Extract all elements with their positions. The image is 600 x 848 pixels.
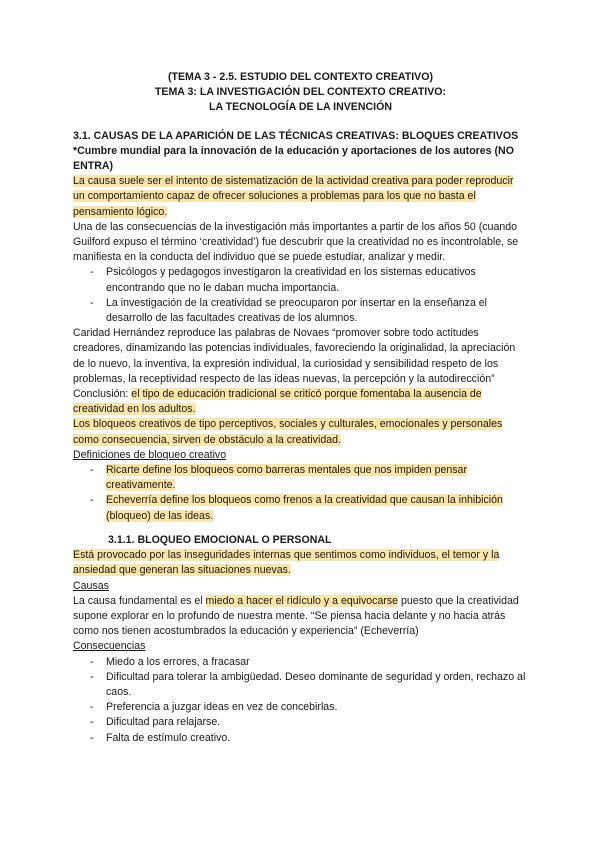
- causes-highlight: miedo a hacer el ridículo y a equivocarse: [205, 594, 399, 607]
- section-311-heading: 3.1.1. BLOQUEO EMOCIONAL O PERSONAL: [108, 533, 332, 546]
- section-311-highlight: [73, 548, 528, 578]
- list-item: [73, 493, 528, 523]
- list-item: [73, 463, 528, 493]
- causes-paragraph: [73, 594, 528, 640]
- section-31-paragraph-1: Una de las consecuencias de la investigación más importantes a partir de los años 50 (cuando Guilford expuso el término ‘creatividad’) fue descubrir que la creatividad no es incontrolable, se manifiesta en la conducta del individuo que se puede estudiar, analizar y medir.: [73, 220, 519, 264]
- document-page: [73, 70, 528, 746]
- causes-post: puesto que la creatividad supone explorar en lo profundo de nuestra mente. “Se piensa hacia delante y no hacia atrás como nos tienen acostumbrados la educación y experiencia” (Echeverría): [73, 594, 519, 638]
- section-31-highlight-1: [73, 174, 528, 220]
- list-item: - Psicólogos y pedagogos investigaron la creatividad en los sistemas educativos encontrando que no le daban mucha importancia.: [73, 265, 528, 295]
- section-31-heading: 3.1. CAUSAS DE LA APARICIÓN DE LAS TÉCNICAS CREATIVAS: BLOQUES CREATIVOS: [73, 129, 519, 142]
- consequences-list: [73, 655, 528, 746]
- highlight-text: La causa suele ser el intento de sistematización de la actividad creativa para poder reproducir un comportamiento capaz de ofrecer soluciones a problemas para los que no basta el pensamiento lógico.: [73, 175, 514, 218]
- definitions-heading: Definiciones de bloqueo creativo: [73, 448, 227, 461]
- list-item: - Miedo a los errores, a fracasar: [73, 655, 528, 670]
- highlight-text: Los bloqueos creativos de tipo perceptivos, sociales y culturales, emocionales y personales como consecuencia, sirven de obstáculo a la creatividad.: [73, 418, 503, 446]
- conclusion-paragraph: [73, 387, 528, 417]
- consequences-heading: Consecuencias: [73, 640, 146, 653]
- section-31-note: *Cumbre mundial para la innovación de la educación y aportaciones de los autores (NO ENTRA): [73, 144, 514, 173]
- highlight-text: Está provocado por las inseguridades internas que sentimos como individuos, el temor y la ansiedad que generan las situaciones nuevas.: [73, 549, 500, 577]
- list-item: - Dificultad para tolerar la ambigüedad. Deseo dominante de seguridad y orden, rechazo al caos.: [73, 670, 528, 700]
- list-item: - La investigación de la creatividad se preocuparon por insertar en la enseñanza el desarrollo de las facultades creativas de los alumnos.: [73, 296, 528, 326]
- definitions-list: [73, 463, 528, 524]
- conclusion-label: Conclusión:: [73, 388, 132, 401]
- section-31-highlight-2: [73, 417, 528, 447]
- title-line-2: TEMA 3: LA INVESTIGACIÓN DEL CONTEXTO CREATIVO:: [154, 86, 447, 99]
- title-line-3: LA TECNOLOGÍA DE LA INVENCIÓN: [208, 101, 393, 114]
- list-item: - Falta de estímulo creativo.: [73, 731, 528, 746]
- title-line-1: (TEMA 3 - 2.5. ESTUDIO DEL CONTEXTO CREATIVO): [167, 71, 434, 83]
- conclusion-highlight: el tipo de educación tradicional se criticó porque fomentaba la ausencia de creatividad en los adultos.: [73, 388, 482, 416]
- highlight-text: Echeverría define los bloqueos como frenos a la creatividad que causan la inhibición (bloqueo) de las ideas.: [106, 494, 503, 522]
- list-item: - Dificultad para relajarse.: [73, 715, 528, 730]
- causes-heading: Causas: [73, 579, 109, 592]
- bullet-list-1: [73, 265, 528, 326]
- highlight-text: Ricarte define los bloqueos como barreras mentales que nos impiden pensar creativamente.: [106, 464, 467, 492]
- causes-pre: La causa fundamental es el: [73, 594, 206, 607]
- list-item: - Preferencia a juzgar ideas en vez de concebirlas.: [73, 700, 528, 715]
- section-31-paragraph-2: Caridad Hernández reproduce las palabras de Novaes “promover sobre todo actitudes creadores, dinamizando las potencias individuales, favoreciendo la originalidad, la apreciación de lo nuevo, la inventiva, la expresión individual, la curiosidad y sensibilidad respeto de los problemas, la receptividad respecto de las ideas nuevas, la percepción y la autodirección”: [73, 327, 516, 385]
